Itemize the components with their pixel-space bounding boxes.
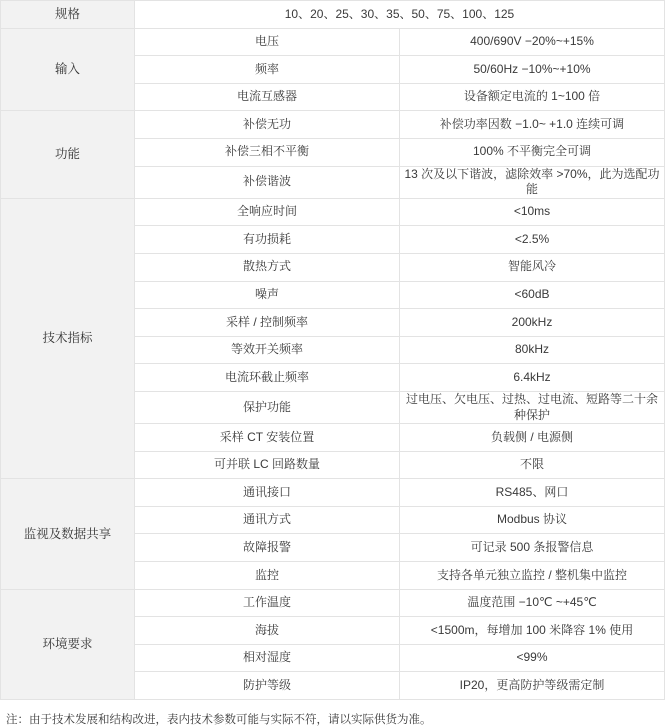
subitem-cell: 采样 CT 安装位置	[135, 424, 400, 452]
value-cell: 100% 不平衡完全可调	[400, 138, 665, 166]
table-row	[1, 198, 665, 226]
subitem-cell: 散热方式	[135, 253, 400, 281]
subitem-cell: 工作温度	[135, 589, 400, 617]
category-cell: 输入	[1, 28, 135, 111]
table-row	[1, 111, 665, 139]
subitem-cell: 监控	[135, 562, 400, 590]
category-cell: 监视及数据共享	[1, 479, 135, 589]
table-row	[1, 589, 665, 617]
table-body	[1, 1, 665, 700]
subitem-cell: 海拔	[135, 617, 400, 645]
subitem-cell: 补偿谐波	[135, 166, 400, 198]
subitem-cell: 全响应时间	[135, 198, 400, 226]
value-cell: RS485、网口	[400, 479, 665, 507]
subitem-cell: 电流环截止频率	[135, 364, 400, 392]
subitem-cell: 补偿三相不平衡	[135, 138, 400, 166]
subitem-cell: 可并联 LC 回路数量	[135, 451, 400, 479]
value-cell: 可记录 500 条报警信息	[400, 534, 665, 562]
category-cell: 规格	[1, 1, 135, 29]
value-cell: 设备额定电流的 1~100 倍	[400, 83, 665, 111]
value-cell: 10、20、25、30、35、50、75、100、125	[135, 1, 665, 29]
table-row	[1, 479, 665, 507]
subitem-cell: 等效开关频率	[135, 336, 400, 364]
subitem-cell: 保护功能	[135, 391, 400, 423]
value-cell: 80kHz	[400, 336, 665, 364]
value-cell: <10ms	[400, 198, 665, 226]
subitem-cell: 电流互感器	[135, 83, 400, 111]
subitem-cell: 通讯方式	[135, 506, 400, 534]
value-cell: <99%	[400, 644, 665, 672]
value-cell: 负载侧 / 电源侧	[400, 424, 665, 452]
value-cell: Modbus 协议	[400, 506, 665, 534]
value-cell: 支持各单元独立监控 / 整机集中监控	[400, 562, 665, 590]
category-cell: 功能	[1, 111, 135, 198]
value-cell: 50/60Hz −10%~+10%	[400, 56, 665, 84]
value-cell: 过电压、欠电压、过热、过电流、短路等二十余种保护	[400, 391, 665, 423]
table-row	[1, 1, 665, 29]
value-cell: 400/690V −20%~+15%	[400, 28, 665, 56]
value-cell: IP20，更高防护等级需定制	[400, 672, 665, 700]
subitem-cell: 噪声	[135, 281, 400, 309]
value-cell: 补偿功率因数 −1.0~ +1.0 连续可调	[400, 111, 665, 139]
category-cell: 环境要求	[1, 589, 135, 699]
value-cell: 200kHz	[400, 309, 665, 337]
value-cell: 不限	[400, 451, 665, 479]
subitem-cell: 相对湿度	[135, 644, 400, 672]
subitem-cell: 采样 / 控制频率	[135, 309, 400, 337]
value-cell: <1500m，每增加 100 米降容 1% 使用	[400, 617, 665, 645]
value-cell: 智能风冷	[400, 253, 665, 281]
value-cell: <60dB	[400, 281, 665, 309]
subitem-cell: 防护等级	[135, 672, 400, 700]
value-cell: 温度范围 −10℃ ~+45℃	[400, 589, 665, 617]
subitem-cell: 频率	[135, 56, 400, 84]
table-note: 注：由于技术发展和结构改进，表内技术参数可能与实际不符，请以实际供货为准。	[6, 714, 432, 727]
subitem-cell: 补偿无功	[135, 111, 400, 139]
table-row	[1, 28, 665, 56]
value-cell: 6.4kHz	[400, 364, 665, 392]
value-cell: <2.5%	[400, 226, 665, 254]
category-cell: 技术指标	[1, 198, 135, 479]
subitem-cell: 电压	[135, 28, 400, 56]
value-cell: 13 次及以下谐波，滤除效率 >70%，此为选配功能	[400, 166, 665, 198]
subitem-cell: 故障报警	[135, 534, 400, 562]
subitem-cell: 有功损耗	[135, 226, 400, 254]
subitem-cell: 通讯接口	[135, 479, 400, 507]
